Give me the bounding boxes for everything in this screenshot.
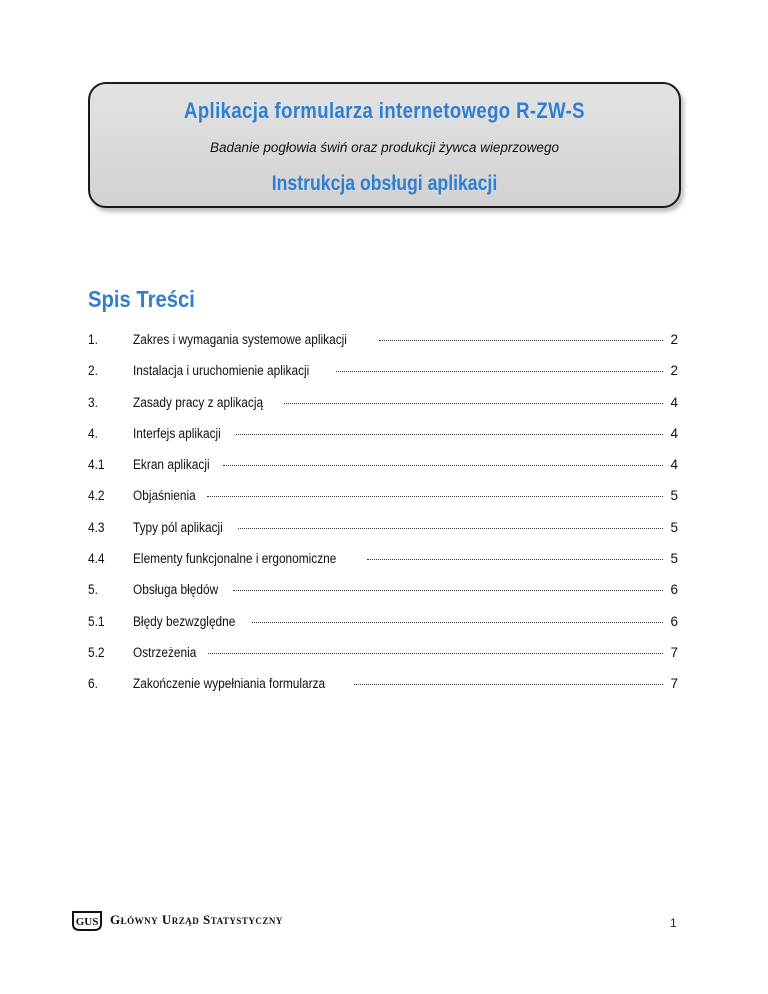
toc-leader-dots: [367, 559, 663, 560]
toc-entry-label[interactable]: Ekran aplikacji: [133, 457, 210, 473]
toc-entry-label[interactable]: Instalacja i uruchomienie aplikacji: [133, 363, 310, 379]
toc-leader-dots: [208, 653, 663, 654]
toc-entry-page[interactable]: 4: [670, 394, 678, 410]
toc-entry-page[interactable]: 5: [670, 519, 678, 535]
toc-entry-label[interactable]: Ostrzeżenia: [133, 644, 197, 660]
toc-leader-dots: [379, 340, 663, 341]
toc-entry-number: 5.: [88, 582, 98, 598]
toc-entry-page[interactable]: 4: [670, 425, 678, 441]
toc-entry-page[interactable]: 5: [670, 551, 678, 567]
toc-title: Spis Treści: [88, 286, 195, 312]
page-number: 1: [670, 916, 677, 930]
toc-leader-dots: [252, 622, 663, 623]
toc-entry-6[interactable]: [88, 676, 678, 707]
toc-entry-4-1[interactable]: [88, 457, 678, 488]
toc-entry-page[interactable]: 4: [670, 457, 678, 473]
toc-entry-4[interactable]: [88, 426, 678, 457]
toc-entry-number: 4.4: [88, 551, 105, 567]
toc-leader-dots: [336, 371, 663, 372]
toc-leader-dots: [233, 590, 663, 591]
toc-entry-page[interactable]: 5: [670, 488, 678, 504]
toc-entry-page[interactable]: 7: [670, 676, 678, 692]
toc-entry-4-3[interactable]: [88, 520, 678, 551]
toc-entry-number: 3.: [88, 394, 98, 410]
toc-entry-number: 4.: [88, 425, 98, 441]
toc-entry-label[interactable]: Błędy bezwzględne: [133, 613, 236, 629]
toc-entry-number: 4.3: [88, 519, 105, 535]
institution-name: Główny Urząd Statystyczny: [110, 912, 283, 927]
toc-entry-label[interactable]: Elementy funkcjonalne i ergonomiczne: [133, 551, 337, 567]
toc-entry-page[interactable]: 2: [670, 332, 678, 347]
toc-entry-label[interactable]: Zakończenie wypełniania formularza: [133, 676, 326, 692]
toc-leader-dots: [236, 434, 663, 435]
document-subtitle: Badanie pogłowia świń oraz produkcji żywca wieprzowego: [210, 140, 559, 155]
toc-entry-number: 5.2: [88, 644, 105, 660]
toc-leader-dots: [284, 403, 663, 404]
toc-entry-label[interactable]: Zakres i wymagania systemowe aplikacji: [133, 332, 347, 347]
toc-entry-5-1[interactable]: [88, 614, 678, 645]
toc-entry-number: 4.2: [88, 488, 105, 504]
title-box: [88, 82, 681, 208]
gus-logo-icon: [70, 908, 104, 932]
toc-entry-5[interactable]: [88, 582, 678, 613]
toc-entry-page[interactable]: 2: [670, 363, 678, 379]
toc-entry-4-2[interactable]: [88, 488, 678, 519]
toc-entry-page[interactable]: 6: [670, 582, 678, 598]
toc-entry-number: 5.1: [88, 613, 105, 629]
toc-entry-2[interactable]: [88, 363, 678, 394]
toc-entry-page[interactable]: 7: [670, 644, 678, 660]
table-of-contents: [88, 332, 678, 708]
gus-logo-text: GUS: [75, 916, 99, 928]
toc-entry-page[interactable]: 6: [670, 613, 678, 629]
toc-entry-label[interactable]: Zasady pracy z aplikacją: [133, 394, 264, 410]
toc-entry-label[interactable]: Typy pól aplikacji: [133, 519, 223, 535]
toc-entry-label[interactable]: Objaśnienia: [133, 488, 196, 504]
toc-leader-dots: [207, 496, 663, 497]
document-title: Aplikacja formularza internetowego R-ZW-S: [184, 98, 585, 123]
toc-leader-dots: [354, 684, 663, 685]
toc-entry-4-4[interactable]: [88, 551, 678, 582]
toc-entry-label[interactable]: Obsługa błędów: [133, 582, 219, 598]
toc-entry-number: 6.: [88, 676, 98, 692]
toc-leader-dots: [223, 465, 663, 466]
toc-entry-number: 1.: [88, 332, 98, 347]
toc-entry-number: 4.1: [88, 457, 105, 473]
toc-leader-dots: [238, 528, 663, 529]
toc-entry-3[interactable]: [88, 395, 678, 426]
toc-entry-5-2[interactable]: [88, 645, 678, 676]
toc-entry-number: 2.: [88, 363, 98, 379]
document-heading: Instrukcja obsługi aplikacji: [271, 172, 498, 195]
toc-entry-1[interactable]: [88, 332, 678, 363]
toc-entry-label[interactable]: Interfejs aplikacji: [133, 425, 221, 441]
